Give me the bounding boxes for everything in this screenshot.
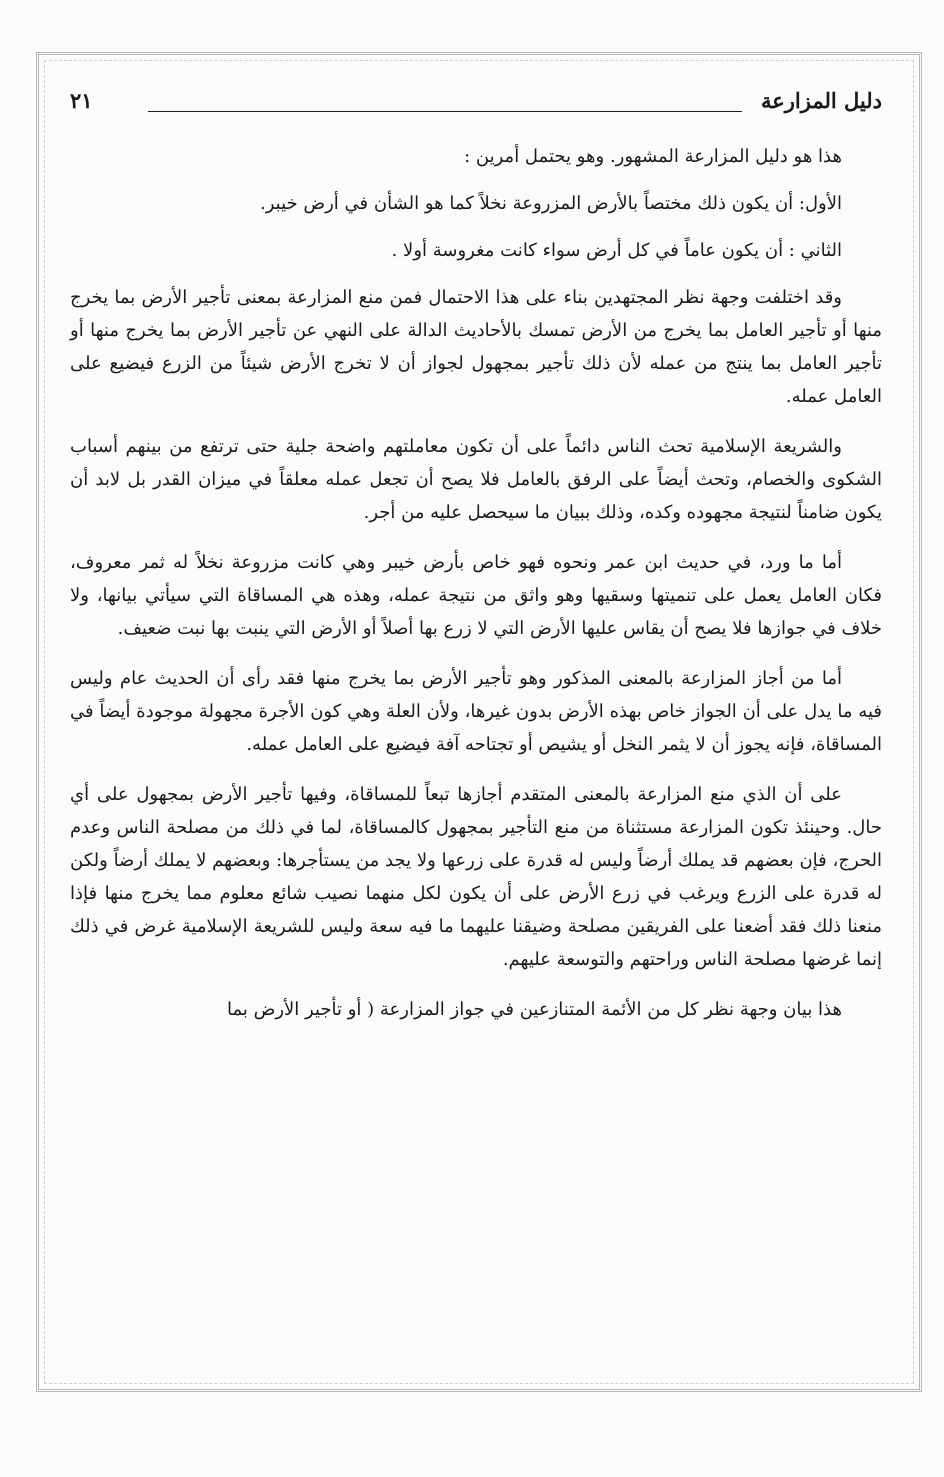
paragraph: والشريعة الإسلامية تحث الناس دائماً على أن تكون معاملتهم واضحة جلية حتى ترتفع من بينهم أسباب الشكوى والخصام، وتحث أيضاً على الرفق بالعامل فلا يصح أن تجعل عمله معلقاً في ميزان القدر بل لابد أن يكون ضامناً لنتيجة مجهوده وكده، وذلك ببيان ما سيحصل عليه من أجر. <box>70 436 882 523</box>
paragraph: على أن الذي منع المزارعة بالمعنى المتقدم أجازها تبعاً للمساقاة، وفيها تأجير الأرض بمجهول على أي حال. وحينئذ تكون المزارعة مستثناة من منع التأجير بمجهول كالمساقاة، لما في ذلك من مصلحة الناس وعدم الحرج، فإن بعضهم قد يملك أرضاً وليس له قدرة على زرعها ولا يجد من يستأجرها: وبعضهم لا يملك أرضاً ولكن له قدرة على الزرع ويرغب في زرع الأرض على أن يكون لكل منهما نصيب شائع معلوم مما يخرج منها فإذا منعنا ذلك فقد أضعنا على الفريقين مصلحة وضيقنا عليهما ما فيه سعة وليس للشريعة الإسلامية غرض في ذلك إنما غرضها مصلحة الناس وراحتهم والتوسعة عليهم. <box>70 784 882 970</box>
paragraph: أما من أجاز المزارعة بالمعنى المذكور وهو تأجير الأرض بما يخرج منها فقد رأى أن الحديث عام وليس فيه ما يدل على أن الجواز خاص بهذه الأرض بدون غيرها، ولأن العلة وهي كون الأجرة مجهولة موجودة أيضاً في المساقاة، فإنه يجوز أن لا يثمر النخل أو يشيص أو تجتاحه آفة فيضيع على العامل عمله. <box>70 668 882 755</box>
paragraph: أما ما ورد، في حديث ابن عمر ونحوه فهو خاص بأرض خيبر وهي كانت مزروعة نخلاً له ثمر معروف، فكان العامل يعمل على تنميتها وسقيها وهو واثق من نتيجة عمله، وهذه هي المساقاة التي سيأتي بيانها، ولا خلاف في جوازها فلا يصح أن يقاس عليها الأرض التي لا زرع بها أصلاً أو الأرض التي ينبت بها نبت ضعيف. <box>70 552 882 639</box>
paragraph: وقد اختلفت وجهة نظر المجتهدين بناء على هذا الاحتمال فمن منع المزارعة بمعنى تأجير الأرض بما يخرج منها أو تأجير العامل بما يخرج من الأرض تمسك بالأحاديث الدالة على النهي عن تأجير الأرض بما يخرج منها أو تأجير العامل بما ينتج من عمله لأن ذلك تأجير بمجهول لجواز أن لا تخرج الأرض شيئاً من الزرع فيضيع على العامل عمله. <box>70 287 882 407</box>
intro-line: هذا هو دليل المزارعة المشهور. وهو يحتمل أمرين : <box>464 146 842 167</box>
option-second: الثاني : أن يكون عاماً في كل أرض سواء كانت مغروسة أولا . <box>391 240 842 261</box>
page-number: ٢١ <box>70 88 93 113</box>
paragraph-continued: هذا بيان وجهة نظر كل من الأئمة المتنازعين في جواز المزارعة ( أو تأجير الأرض بما <box>226 999 842 1020</box>
running-title: دليل المزارعة <box>760 88 882 113</box>
option-first: الأول: أن يكون ذلك مختصاً بالأرض المزروعة نخلاً كما هو الشأن في أرض خيبر. <box>259 193 842 214</box>
header-rule <box>148 111 742 112</box>
page-header <box>70 88 882 122</box>
page-body <box>70 140 882 1043</box>
